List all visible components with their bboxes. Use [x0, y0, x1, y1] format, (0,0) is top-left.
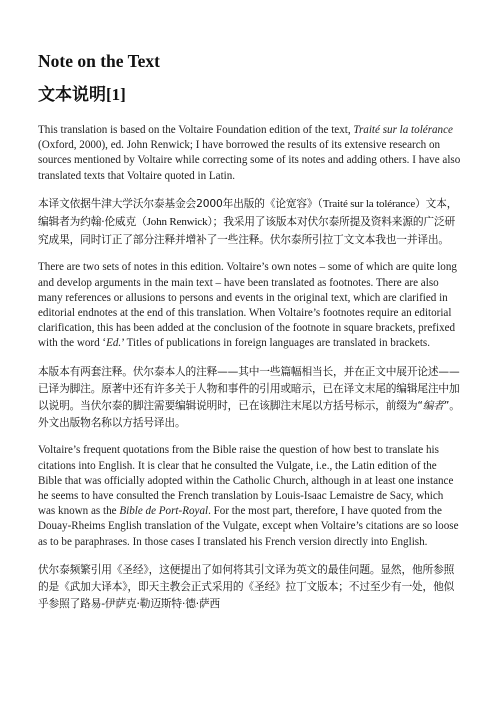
- paragraph-2-chinese: [38, 363, 462, 432]
- text-run: ）文本，编辑者为约翰·伦威克（: [38, 196, 458, 229]
- italic-ed: Ed.: [106, 337, 122, 350]
- text-run: Voltaire’s frequent quotations from the Bible raise the question of how best to translate his citations into English. It is clear that he consulted the Vulgate, i.e., the Latin edition of the Bible that was officially adopted within the Catholic Church, although in at least one instance he seems to have consulted the French translation by Louis-Isaac Lemaistre de Sacy, which was known as the: [38, 444, 454, 518]
- italic-bible-title: Bible de Port-Royal: [119, 505, 209, 518]
- latin-title: Traité sur la tolérance: [322, 197, 416, 210]
- paragraph-3-chinese: [38, 561, 462, 613]
- text-run: ）；我采用了该版本对伏尔泰所提及资料来源的广泛研究成果，同时订正了部分注释并增补了一些注释。伏尔泰所引拉丁文文本我也一并译出。: [38, 215, 456, 247]
- text-run: 伏尔泰频繁引用《圣经》，这便提出了如何将其引文译为英文的最佳问题。显然，他所参照的是《武加大译本》，即天主教会正式采用的《圣经》拉丁文版本；不过至少有一处，他似乎参照了路易-伊萨克·勒迈斯特·德·萨西: [38, 562, 455, 611]
- text-run: 本版本有两套注释。伏尔泰本人的注释——其中一些篇幅相当长，并在正文中展开论述——已译为脚注。原著中还有许多关于人物和事件的引用或暗示，已在译文末尾的编辑尾注中加以说明。当伏尔泰的脚注需要编辑说明时，已在该脚注末尾以方括号标示，前缀为“: [38, 364, 460, 413]
- text-run: (Oxford, 2000), ed. John Renwick; I have borrowed the results of its extensive research on sources mentioned by Voltaire while correcting some of its notes and adding others. I have also translated texts that Voltaire quoted in Latin.: [38, 139, 461, 182]
- paragraph-3-english: [38, 443, 462, 549]
- text-run: There are two sets of notes in this edition. Voltaire’s own notes – some of which are quite long and develop arguments in the main text – have been translated as footnotes. There are also many references or allusions to persons and events in the original text, which are clarified in editorial endnotes at the end of this translation. When Voltaire’s footnotes require an editorial clarification, this has been added at the conclusion of the footnote in square brackets, prefixed with the word ‘: [38, 261, 457, 350]
- text-run: . For the most part, therefore, I have quoted from the Douay-Rheims English translation of the Vulgate, except when Voltaire’s citations are so loose as to be paraphrases. In those cases I translated his French version directly into English.: [38, 505, 459, 548]
- paragraph-1-chinese: [38, 195, 462, 249]
- title-english: Note on the Text: [38, 51, 161, 71]
- text-run: This translation is based on the Voltaire Foundation edition of the text,: [38, 124, 354, 136]
- title-chinese: [38, 84, 462, 106]
- text-run: 本译文依据牛津大学沃尔泰基金会2000年出版的《论宽容》（: [38, 196, 323, 210]
- text-run: ”。外文出版物名称以方括号译出。: [38, 399, 460, 430]
- paragraph-1-english: [38, 123, 462, 184]
- italic-editor: 编者: [422, 399, 444, 413]
- paragraph-2-english: [38, 260, 462, 351]
- footnote-ref[interactable]: [1]: [106, 85, 126, 104]
- italic-title: Traité sur la tolérance: [353, 124, 453, 136]
- latin-name: John Renwick: [146, 216, 208, 229]
- title-chinese-text: 文本说明: [38, 85, 106, 105]
- text-run: ’ Titles of publications in foreign languages are translated in brackets.: [121, 337, 431, 350]
